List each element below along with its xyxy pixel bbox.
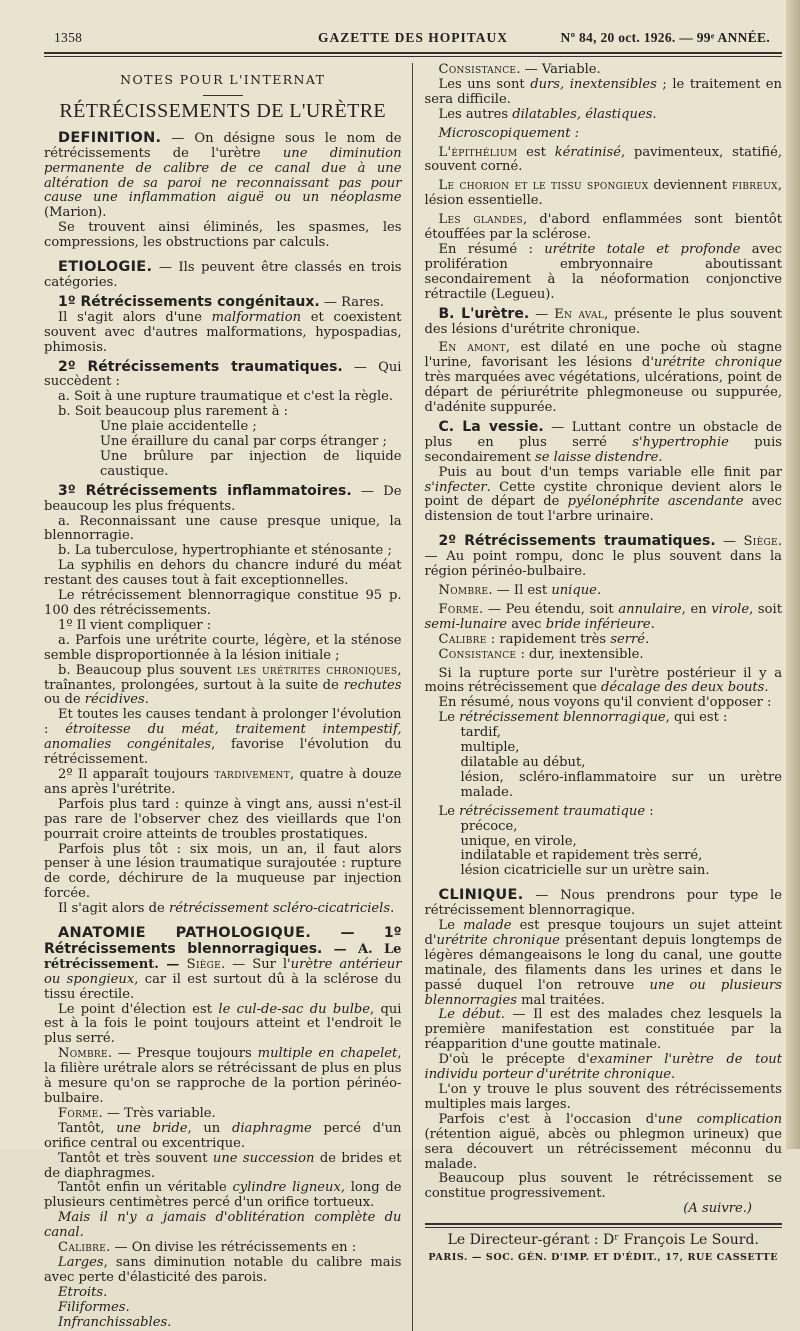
text-span: est xyxy=(517,144,555,160)
text-span: — Qui succèdent : xyxy=(44,359,402,390)
text-span: . xyxy=(650,616,655,632)
paragraph xyxy=(425,78,783,108)
journal-title: GAZETTE DES HOPITAUX xyxy=(317,30,509,45)
subheading-text: C. La vessie. xyxy=(438,418,544,435)
paragraph: b. La tuberculose, hypertrophiante et sténosante ; xyxy=(58,543,392,559)
italic-span: kératinisé xyxy=(554,144,621,160)
list-item: Filiformes. xyxy=(58,1299,130,1315)
italic-span: durs, inextensibles xyxy=(530,76,657,92)
text-span: Si la rupture porte sur l'urètre postérieur il y a moins rétrécissement que xyxy=(424,665,782,696)
text-span: — xyxy=(529,306,555,322)
list-item: Etroits. xyxy=(58,1284,108,1300)
anatomy-paragraph xyxy=(44,926,402,1003)
text-span: : xyxy=(645,803,654,819)
italic-span: urétrite totale et profonde xyxy=(544,241,741,257)
italic-span: multiple en chapelet xyxy=(257,1046,398,1062)
paragraph xyxy=(425,307,783,338)
paragraph xyxy=(44,1003,402,1048)
text-span: En résumé : xyxy=(438,241,545,257)
paragraph xyxy=(425,146,783,176)
italic-span: une ou plusieurs blennorragies xyxy=(424,977,783,1008)
italic-span: rétrécissement traumatique xyxy=(459,803,646,819)
text-span: . — Variable. xyxy=(516,62,601,77)
italic-span: se laisse distendre xyxy=(535,449,659,465)
text-span: . xyxy=(645,631,650,647)
list-item: dilatable au début, xyxy=(460,754,586,770)
paragraph xyxy=(44,1181,402,1211)
text-span: et coexistent souvent avec d'autres malformations, hypospadias, phimosis. xyxy=(44,309,402,355)
italic-span: Le début. xyxy=(438,1007,505,1023)
paragraph: Parfois plus tard : quinze à vingt ans, aussi n'est-il pas rare de l'observer chez des vieillards que l'on pourrait croire atteints de troubles prostatiques. xyxy=(44,796,402,842)
list-item: indilatable et rapidement très serré, xyxy=(460,848,703,864)
text-span: . — On divise les rétrécissements en : xyxy=(106,1240,357,1256)
italic-span: serré xyxy=(610,631,646,647)
smallcaps-span: Les glandes xyxy=(438,212,523,228)
text-span: D'où le précepte d' xyxy=(438,1052,590,1068)
left-column xyxy=(44,63,413,1331)
imprint-rule xyxy=(425,1223,783,1228)
text-span: ; le traitement en sera difficile. xyxy=(424,76,782,107)
paragraph: Parfois plus tôt : six mois, un an, il faut alors penser à une lésion traumatique surajoutée : rupture de corde, déchirure de la muqueuse par injection forcée. xyxy=(44,841,402,902)
text-span: . Cette cystite chronique devient alors le point de départ de xyxy=(424,479,782,510)
smallcaps-span: Nombre xyxy=(438,583,489,598)
text-span: Parfois c'est à l'occasion d' xyxy=(438,1111,658,1127)
list-item: Une éraillure du canal par corps étranger ; xyxy=(100,434,387,450)
text-span: — Nous prendrons pour type le rétrécissement blennorragique. xyxy=(424,888,782,919)
list-item: Infranchissables. xyxy=(58,1314,172,1330)
smallcaps-span: Consistance xyxy=(438,646,517,662)
list-item: lésion, scléro-inflammatoire sur un urètre malade. xyxy=(460,769,782,800)
article-title: RÉTRÉCISSEMENTS DE L'URÈTRE xyxy=(59,99,387,122)
text-span: , soit xyxy=(749,601,782,617)
etiology-heading: ETIOLOGIE. xyxy=(58,259,153,276)
paragraph xyxy=(425,711,783,726)
list-item: tardif, xyxy=(460,725,501,741)
text-span: , favorise l'évolution du rétrécissement. xyxy=(44,737,402,768)
paragraph xyxy=(44,902,402,917)
paragraph xyxy=(44,311,402,356)
smallcaps-span: les urétrites chroniques xyxy=(236,662,398,678)
italic-span: rechutes xyxy=(343,677,402,693)
article-columns xyxy=(44,63,782,1331)
text-span: . — Sur l' xyxy=(221,956,291,972)
smallcaps-span: Forme xyxy=(438,601,480,617)
smallcaps-span: Nombre xyxy=(58,1046,108,1062)
text-span: avec xyxy=(507,616,546,632)
text-span: , traînantes, prolongées, surtout à la suite de xyxy=(44,662,402,693)
paragraph xyxy=(425,1008,783,1053)
text-span: ou de xyxy=(44,692,85,708)
subheading-text: 3º Rétrécissements inflammatoires. xyxy=(58,482,352,499)
italic-span: récidives xyxy=(84,692,145,708)
paragraph xyxy=(425,108,783,123)
definition-paragraph xyxy=(44,131,402,221)
italic-span: rétrécissement scléro-cicatriciels xyxy=(168,901,391,917)
text-span: Tantôt, xyxy=(58,1120,117,1136)
italic-span: le cul-de-sac du bulbe xyxy=(218,1001,371,1017)
kicker-rule xyxy=(203,95,243,96)
paragraph xyxy=(425,341,783,416)
smallcaps-span: Consistance xyxy=(438,62,517,77)
text-span: . — Au point rompu, donc le plus souvent dans la région périnéo-bulbaire. xyxy=(424,534,782,580)
list-item: précoce, xyxy=(460,818,518,834)
director-line: Le Directeur-gérant : Dʳ François Le Sourd. xyxy=(447,1232,759,1249)
italic-span: une complication xyxy=(657,1111,782,1127)
paragraph xyxy=(425,213,783,243)
text-span: . xyxy=(144,692,149,708)
subheading-text: 1º Rétrécissements congénitaux. xyxy=(58,293,320,310)
italic-span: malformation xyxy=(211,309,302,325)
italic-span: Larges xyxy=(58,1254,104,1270)
text-span: (Marion). xyxy=(44,205,107,221)
text-span: . xyxy=(652,106,657,122)
text-span: présentant depuis longtemps de légères démangeaisons le long du canal, une goutte matinale, des filaments dans les urines et dans le passé duquel l'on retrouve xyxy=(424,932,782,993)
text-span: , un xyxy=(187,1120,232,1136)
clinique-heading: CLINIQUE. xyxy=(438,887,524,904)
text-span: . — Presque toujours xyxy=(107,1046,258,1062)
text-span: de brides et de diaphragmes. xyxy=(44,1150,402,1181)
text-span: , d'abord enflammées sont bientôt étouffées par la sclérose. xyxy=(424,212,782,243)
text-span: . xyxy=(764,680,769,696)
paragraph xyxy=(425,420,783,466)
right-column xyxy=(413,63,783,1331)
list-item: lésion cicatricielle sur un urètre sain. xyxy=(460,863,710,879)
paragraph xyxy=(425,633,783,648)
smallcaps-span: tardivement xyxy=(214,766,290,782)
paragraph: Beaucoup plus souvent le rétrécissement se constitue progressivement. xyxy=(424,1171,782,1202)
italic-span: semi-lunaire xyxy=(424,616,508,632)
list-item: Une plaie accidentelle ; xyxy=(100,419,257,435)
text-span: — De beaucoup les plus fréquents. xyxy=(44,483,402,514)
to-be-continued: (A suivre.) xyxy=(683,1201,752,1217)
italic-span: urétrite chronique xyxy=(653,355,782,371)
paragraph: Le rétrécissement blennorragique constitue 95 p. 100 des rétrécissements. xyxy=(44,588,402,618)
italic-span: une succession xyxy=(212,1150,315,1166)
smallcaps-span: Le chorion et le tissu spongieux xyxy=(438,178,649,194)
text-span: avec prolifération embryonnaire aboutissant secondairement à la néoformation conjonctive rétractile (Legueu). xyxy=(424,241,782,302)
italic-span: malade xyxy=(463,918,512,934)
italic-span: pyélonéphrite ascendante xyxy=(567,494,744,510)
paragraph xyxy=(44,1047,402,1107)
text-span: — Rares. xyxy=(319,294,384,310)
text-span: , qui est à la fois le point toujours atteint et l'endroit le plus serré. xyxy=(44,1001,402,1047)
text-span: est presque toujours un sujet atteint d' xyxy=(424,918,783,948)
italic-span: bride inférieure xyxy=(545,616,651,632)
text-span: Les uns sont xyxy=(438,76,531,92)
paragraph xyxy=(425,603,783,633)
text-span: . xyxy=(390,901,395,917)
text-span: , long de plusieurs centimètres percé d'un orifice tortueux. xyxy=(44,1180,402,1211)
text-span: Tantôt enfin un véritable xyxy=(58,1180,233,1196)
paragraph xyxy=(44,1256,402,1286)
printer-line: PARIS. — SOC. GÉN. D'IMP. ET D'ÉDIT., 17, RUE CASSETTE xyxy=(428,1252,779,1264)
text-span: . xyxy=(671,1067,676,1083)
page-number: 1358 xyxy=(54,30,83,45)
text-span: Les autres xyxy=(438,106,513,122)
text-span: deviennent xyxy=(648,178,732,194)
text-span: Tantôt et très souvent xyxy=(58,1150,213,1166)
paragraph xyxy=(425,648,783,663)
list-item: Une brûlure par injection de liquide caustique. xyxy=(100,448,402,479)
paragraph: Se trouvent ainsi éliminés, les spasmes, les compressions, les obstructions par calculs. xyxy=(44,220,402,251)
text-span: Il s'agit alors d'une xyxy=(58,309,212,325)
text-span: très marquées avec végétations, ulcérations, point de départ de périurétrite phlegmoneuse ou suppurée, d'adénite suppurée. xyxy=(424,370,782,416)
paragraph xyxy=(425,466,783,526)
smallcaps-span: En aval xyxy=(554,306,605,322)
paragraph: a. Soit à une rupture traumatique et c'est la règle. xyxy=(58,389,394,405)
text-span: Et toutes les causes tendant à prolonger l'évolution : xyxy=(44,707,402,738)
paragraph xyxy=(44,664,402,709)
section-kicker: NOTES POUR L'INTERNAT xyxy=(120,72,326,87)
paragraph: Mais il n'y a jamais d'oblitération complète du canal. xyxy=(44,1210,402,1241)
imprint-block xyxy=(425,1223,783,1266)
italic-span: décalage des deux bouts xyxy=(601,680,765,696)
paragraph xyxy=(44,1122,402,1152)
definition-heading: DEFINITION. xyxy=(58,129,162,146)
issue-info: Nº 84, 20 oct. 1926. — 99ᵉ ANNÉE. xyxy=(560,30,770,45)
smallcaps-span: Calibre xyxy=(438,631,487,647)
text-span: — Luttant contre un obstacle de plus en plus serré xyxy=(424,419,782,450)
text-span: . — Il est xyxy=(488,583,552,598)
text-span: , qui est : xyxy=(665,710,728,726)
smallcaps-span: fibreux xyxy=(731,178,778,194)
subheading-text: B. L'urètre. xyxy=(438,305,530,322)
text-span: , pavimenteux, statifié, souvent corné. xyxy=(424,144,782,175)
text-span: — Il est des malades chez lesquels la première manifestation est constituée par la réapparition d'une goutte matinale. xyxy=(424,1007,782,1053)
list-item: multiple, xyxy=(460,740,520,756)
text-span: , sans diminution notable du calibre mais avec perte d'élasticité des parois. xyxy=(44,1254,402,1285)
text-span: , lésion essentielle. xyxy=(424,178,782,209)
text-span: b. Beaucoup plus souvent xyxy=(58,662,237,678)
paragraph xyxy=(425,179,783,209)
italic-span: s'hypertrophie xyxy=(632,434,729,450)
smallcaps-span: Siège xyxy=(743,534,778,550)
paragraph xyxy=(44,768,402,798)
paragraph: 1º Il vient compliquer : xyxy=(58,617,212,633)
paragraph xyxy=(44,1152,402,1182)
text-span: , est dilaté en une poche où stagne l'urine, favorisant les lésions d' xyxy=(424,340,782,371)
italic-span: dilatables, élastiques xyxy=(512,106,653,122)
italic-span: annulaire xyxy=(618,601,682,617)
paragraph: Microscopiquement : xyxy=(438,125,580,141)
paragraph: a. Reconnaissant une cause presque unique, la blennorragie. xyxy=(44,513,402,544)
text-span: percé d'un orifice central ou excentrique. xyxy=(44,1120,402,1151)
text-span: : rapidement très xyxy=(486,631,611,647)
subheading-traumatic-2 xyxy=(425,534,783,580)
anatomy-heading: ANATOMIE PATHOLOGIQUE. xyxy=(58,925,312,942)
text-span: — Ils peuvent être classés en trois catégories. xyxy=(44,260,402,290)
clinique-paragraph xyxy=(425,888,783,919)
paragraph: En résumé, nous voyons qu'il convient d'opposer : xyxy=(438,695,772,711)
text-span: . — Très variable. xyxy=(98,1105,216,1121)
italic-span: diaphragme xyxy=(231,1120,312,1136)
subheading-text: 2º Rétrécissements traumatiques. xyxy=(58,358,343,375)
paragraph: La syphilis en dehors du chancre induré du méat restant des causes tout à fait exceptionnelles. xyxy=(44,558,402,589)
list-item: unique, en virole, xyxy=(460,833,577,849)
smallcaps-span: Siège xyxy=(186,956,222,972)
italic-span: urétrite chronique xyxy=(436,932,560,948)
subheading-text: 2º Rétrécissements traumatiques. xyxy=(438,533,716,550)
text-span: Le xyxy=(438,710,460,726)
text-span: Le xyxy=(438,918,464,934)
paragraph: a. Parfois une urétrite courte, légère, et la sténose semble disproportionnée à la lésion initiale ; xyxy=(44,632,402,663)
paragraph xyxy=(44,708,402,768)
paragraph xyxy=(425,805,783,820)
italic-span: urètre antérieur ou spongieux xyxy=(44,956,402,987)
paragraph xyxy=(425,919,783,1008)
italic-span: examiner l'urètre de tout individu porteur d'urétrite chronique xyxy=(424,1052,782,1083)
text-span: , présente le plus souvent des lésions d'urétrite chronique. xyxy=(424,306,782,337)
page-header xyxy=(44,28,782,50)
subheading-text: — 1º Rétrécissements blennorragiques. xyxy=(44,925,402,957)
text-span: : dur, inextensible. xyxy=(516,646,644,662)
smallcaps-span: L'épithélium xyxy=(438,144,518,160)
header-rule xyxy=(44,52,782,57)
paragraph xyxy=(425,63,783,78)
paragraph xyxy=(425,584,783,599)
text-span: Le point d'élection est xyxy=(58,1001,219,1017)
text-span: Puis au bout d'un temps variable elle finit par xyxy=(438,464,782,480)
italic-span: étroitesse du méat, traitement intempestif, anomalies congénitales xyxy=(44,722,402,753)
text-span: . xyxy=(596,583,602,598)
text-span: Le xyxy=(438,803,460,819)
paragraph xyxy=(425,243,783,303)
paragraph: b. Soit beaucoup plus rarement à : xyxy=(58,404,289,420)
text-span: 2º Il apparaît toujours xyxy=(58,766,215,782)
italic-span: virole xyxy=(711,601,750,617)
text-span: , quatre à douze ans après l'urétrite. xyxy=(44,766,402,797)
text-span: — xyxy=(715,534,744,550)
subheading-congenital xyxy=(44,295,402,311)
text-span: puis secondairement xyxy=(424,434,782,465)
etiology-paragraph xyxy=(44,260,402,291)
text-span: . xyxy=(658,449,663,465)
paragraph: L'on y trouve le plus souvent des rétrécissements multiples mais larges. xyxy=(424,1082,782,1112)
text-span: , la filière urétrale alors se rétrécissant de plus en plus à mesure qu'on se rapproche de la portion périnéo-bulbaire. xyxy=(44,1046,402,1106)
text-span: , car il est surtout dû à la sclérose du tissu érectile. xyxy=(44,971,402,1002)
italic-span: cylindre ligneux xyxy=(232,1180,341,1196)
italic-span: s'infecter xyxy=(424,479,487,495)
paragraph xyxy=(425,1053,783,1083)
italic-span: unique xyxy=(551,583,597,598)
subheading-inflammatory xyxy=(44,484,402,515)
text-span: . — Peu étendu, soit xyxy=(479,601,619,617)
text-span: Il s'agit alors de xyxy=(58,901,169,917)
paragraph xyxy=(44,1241,402,1256)
subheading-traumatic xyxy=(44,360,402,391)
italic-span: une bride xyxy=(116,1120,188,1136)
smallcaps-span: Forme xyxy=(58,1105,99,1121)
smallcaps-span: En amont xyxy=(438,340,506,356)
text-span: (rétention aiguë, abcès ou phlegmon urineux) que sera découvert un rétrécissement méconnu du malade. xyxy=(424,1126,782,1172)
paragraph xyxy=(44,1107,402,1122)
italic-span: rétrécissement blennorragique xyxy=(459,710,666,726)
italic-span: une diminution permanente de calibre de ce canal due à une altération de sa paroi ne reconnaissant pas pour cause une inflammation aiguë ou un néoplasme xyxy=(44,145,402,206)
text-span: — On désigne sous le nom de rétrécissements de l'urètre xyxy=(44,130,402,161)
text-span: , en xyxy=(681,601,712,617)
page-edge-shadow xyxy=(786,0,800,1149)
text-span: mal traitées. xyxy=(516,992,605,1008)
bold-span: — A. Le rétrécissement. — xyxy=(44,941,402,972)
text-span: avec distension de tout l'arbre urinaire. xyxy=(424,494,783,525)
smallcaps-span: Calibre xyxy=(58,1240,107,1256)
paragraph xyxy=(425,1113,783,1173)
paragraph xyxy=(425,667,783,697)
